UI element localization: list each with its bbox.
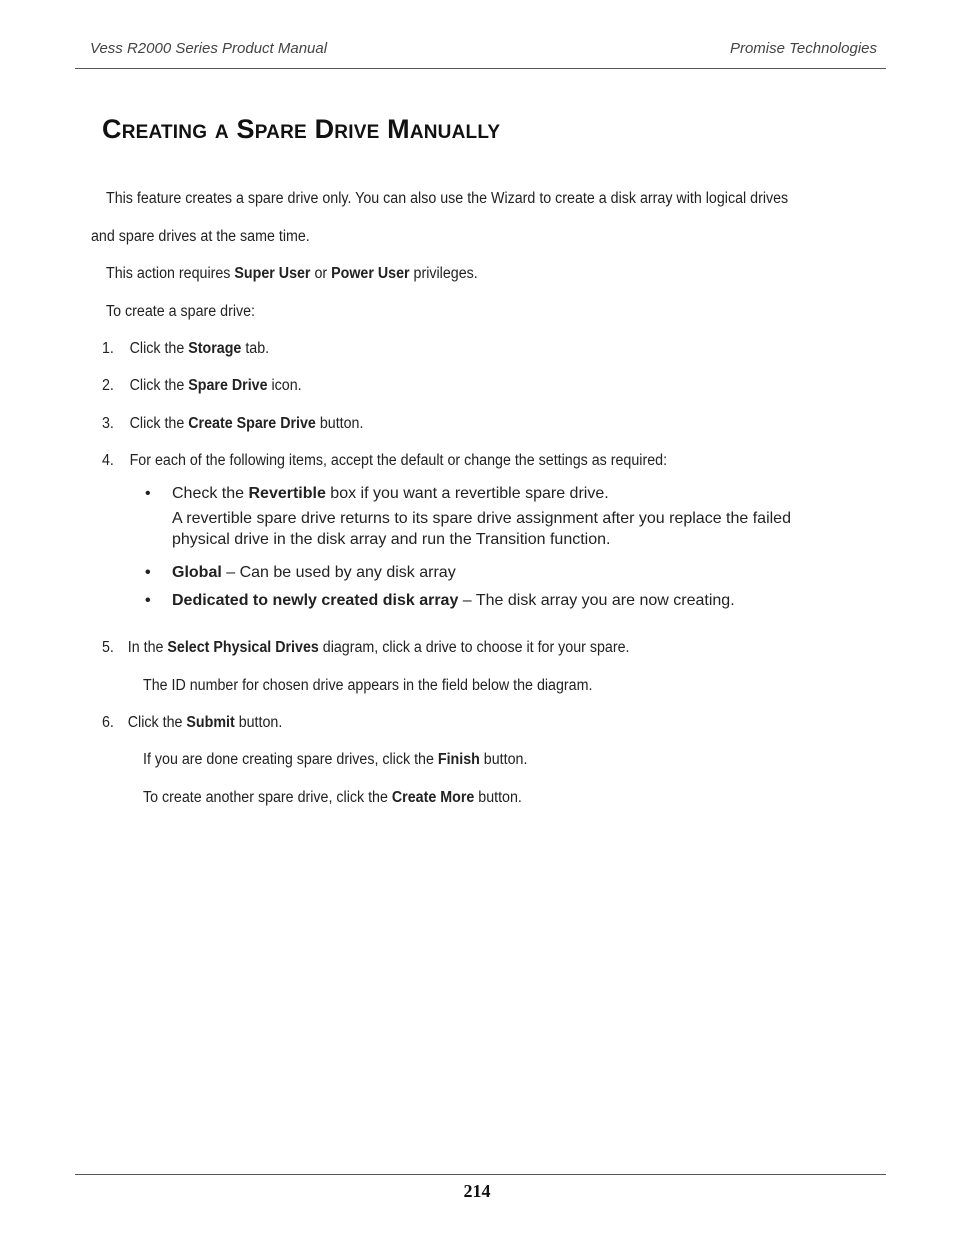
finish-text: If you are done creating spare drives, click the [143, 751, 438, 768]
step-text-end: diagram, click a drive to choose it for your spare. [318, 639, 630, 656]
privileges-or: or [310, 265, 332, 282]
privileges-text: This action requires [106, 265, 235, 282]
step-6 [102, 714, 282, 732]
intro-line-1: This feature creates a spare drive only. You can also use the Wizard to create a disk array with logical drives [106, 190, 789, 207]
revertible-desc-1: A revertible spare drive returns to its spare drive assignment after you replace the failed [172, 510, 791, 527]
revertible-desc-2: physical drive in the disk array and run the Transition function. [172, 531, 611, 548]
dedicated-label: Dedicated to newly created disk array [172, 592, 459, 609]
step-text: In the [127, 639, 168, 656]
finish-text-end: button. [479, 751, 528, 768]
bullet-global [145, 564, 456, 582]
procedure-lead: To create a spare drive: [106, 303, 256, 320]
header-rule [75, 68, 886, 69]
submit-button-label: Submit [186, 714, 235, 731]
page-number: 214 [463, 1181, 491, 1201]
bullet-dot: • [145, 485, 151, 502]
footer-rule [75, 1174, 886, 1175]
step-1 [102, 340, 269, 358]
bullet-revertible [145, 485, 609, 503]
finish-note [143, 751, 527, 769]
step-3 [102, 415, 363, 433]
step-number: 6. [102, 714, 114, 731]
step-2 [102, 377, 302, 395]
spare-drive-icon-label: Spare Drive [188, 377, 268, 394]
select-physical-drives-label: Select Physical Drives [167, 639, 319, 656]
step-number: 2. [102, 377, 114, 394]
step-5-note: The ID number for chosen drive appears in the field below the diagram. [143, 677, 593, 694]
step-number: 3. [102, 415, 114, 432]
running-header-company: Promise Technologies [729, 40, 877, 57]
step-text-end: tab. [241, 340, 270, 357]
privileges-end: privileges. [409, 265, 478, 282]
finish-button-label: Finish [437, 751, 480, 768]
step-number: 1. [102, 340, 114, 357]
step-text: Click the [129, 340, 189, 357]
step-text: For each of the following items, accept the default or change the settings as required: [129, 452, 668, 469]
step-number: 4. [102, 452, 114, 469]
revertible-label: Revertible [248, 485, 326, 502]
create-more-button-label: Create More [391, 789, 475, 806]
step-text-end: icon. [267, 377, 302, 394]
bullet-dot: • [145, 592, 151, 609]
power-user-label: Power User [331, 265, 410, 282]
step-text-end: button. [234, 714, 283, 731]
bullet-dedicated [145, 592, 735, 610]
section-title: Creating a Spare Drive Manually [102, 114, 501, 144]
intro-line-2: and spare drives at the same time. [91, 228, 310, 245]
step-4 [102, 452, 667, 470]
super-user-label: Super User [234, 265, 311, 282]
bullet-text: Check the [172, 485, 249, 502]
running-header-title: Vess R2000 Series Product Manual [90, 40, 328, 57]
create-spare-drive-button-label: Create Spare Drive [188, 415, 316, 432]
global-label: Global [172, 564, 222, 581]
storage-tab-label: Storage [188, 340, 242, 357]
bullet-text-end: – The disk array you are now creating. [458, 592, 735, 609]
step-text: Click the [127, 714, 187, 731]
step-5 [102, 639, 630, 657]
bullet-text-end: – Can be used by any disk array [221, 564, 456, 581]
step-text: Click the [129, 415, 189, 432]
step-text: Click the [129, 377, 189, 394]
more-text-end: button. [474, 789, 522, 806]
more-text: To create another spare drive, click the [143, 789, 392, 806]
privileges-paragraph [106, 265, 478, 283]
bullet-text-end: box if you want a revertible spare drive. [325, 485, 609, 502]
step-number: 5. [102, 639, 114, 656]
bullet-dot: • [145, 564, 151, 581]
create-more-note [143, 789, 522, 807]
step-text-end: button. [315, 415, 364, 432]
